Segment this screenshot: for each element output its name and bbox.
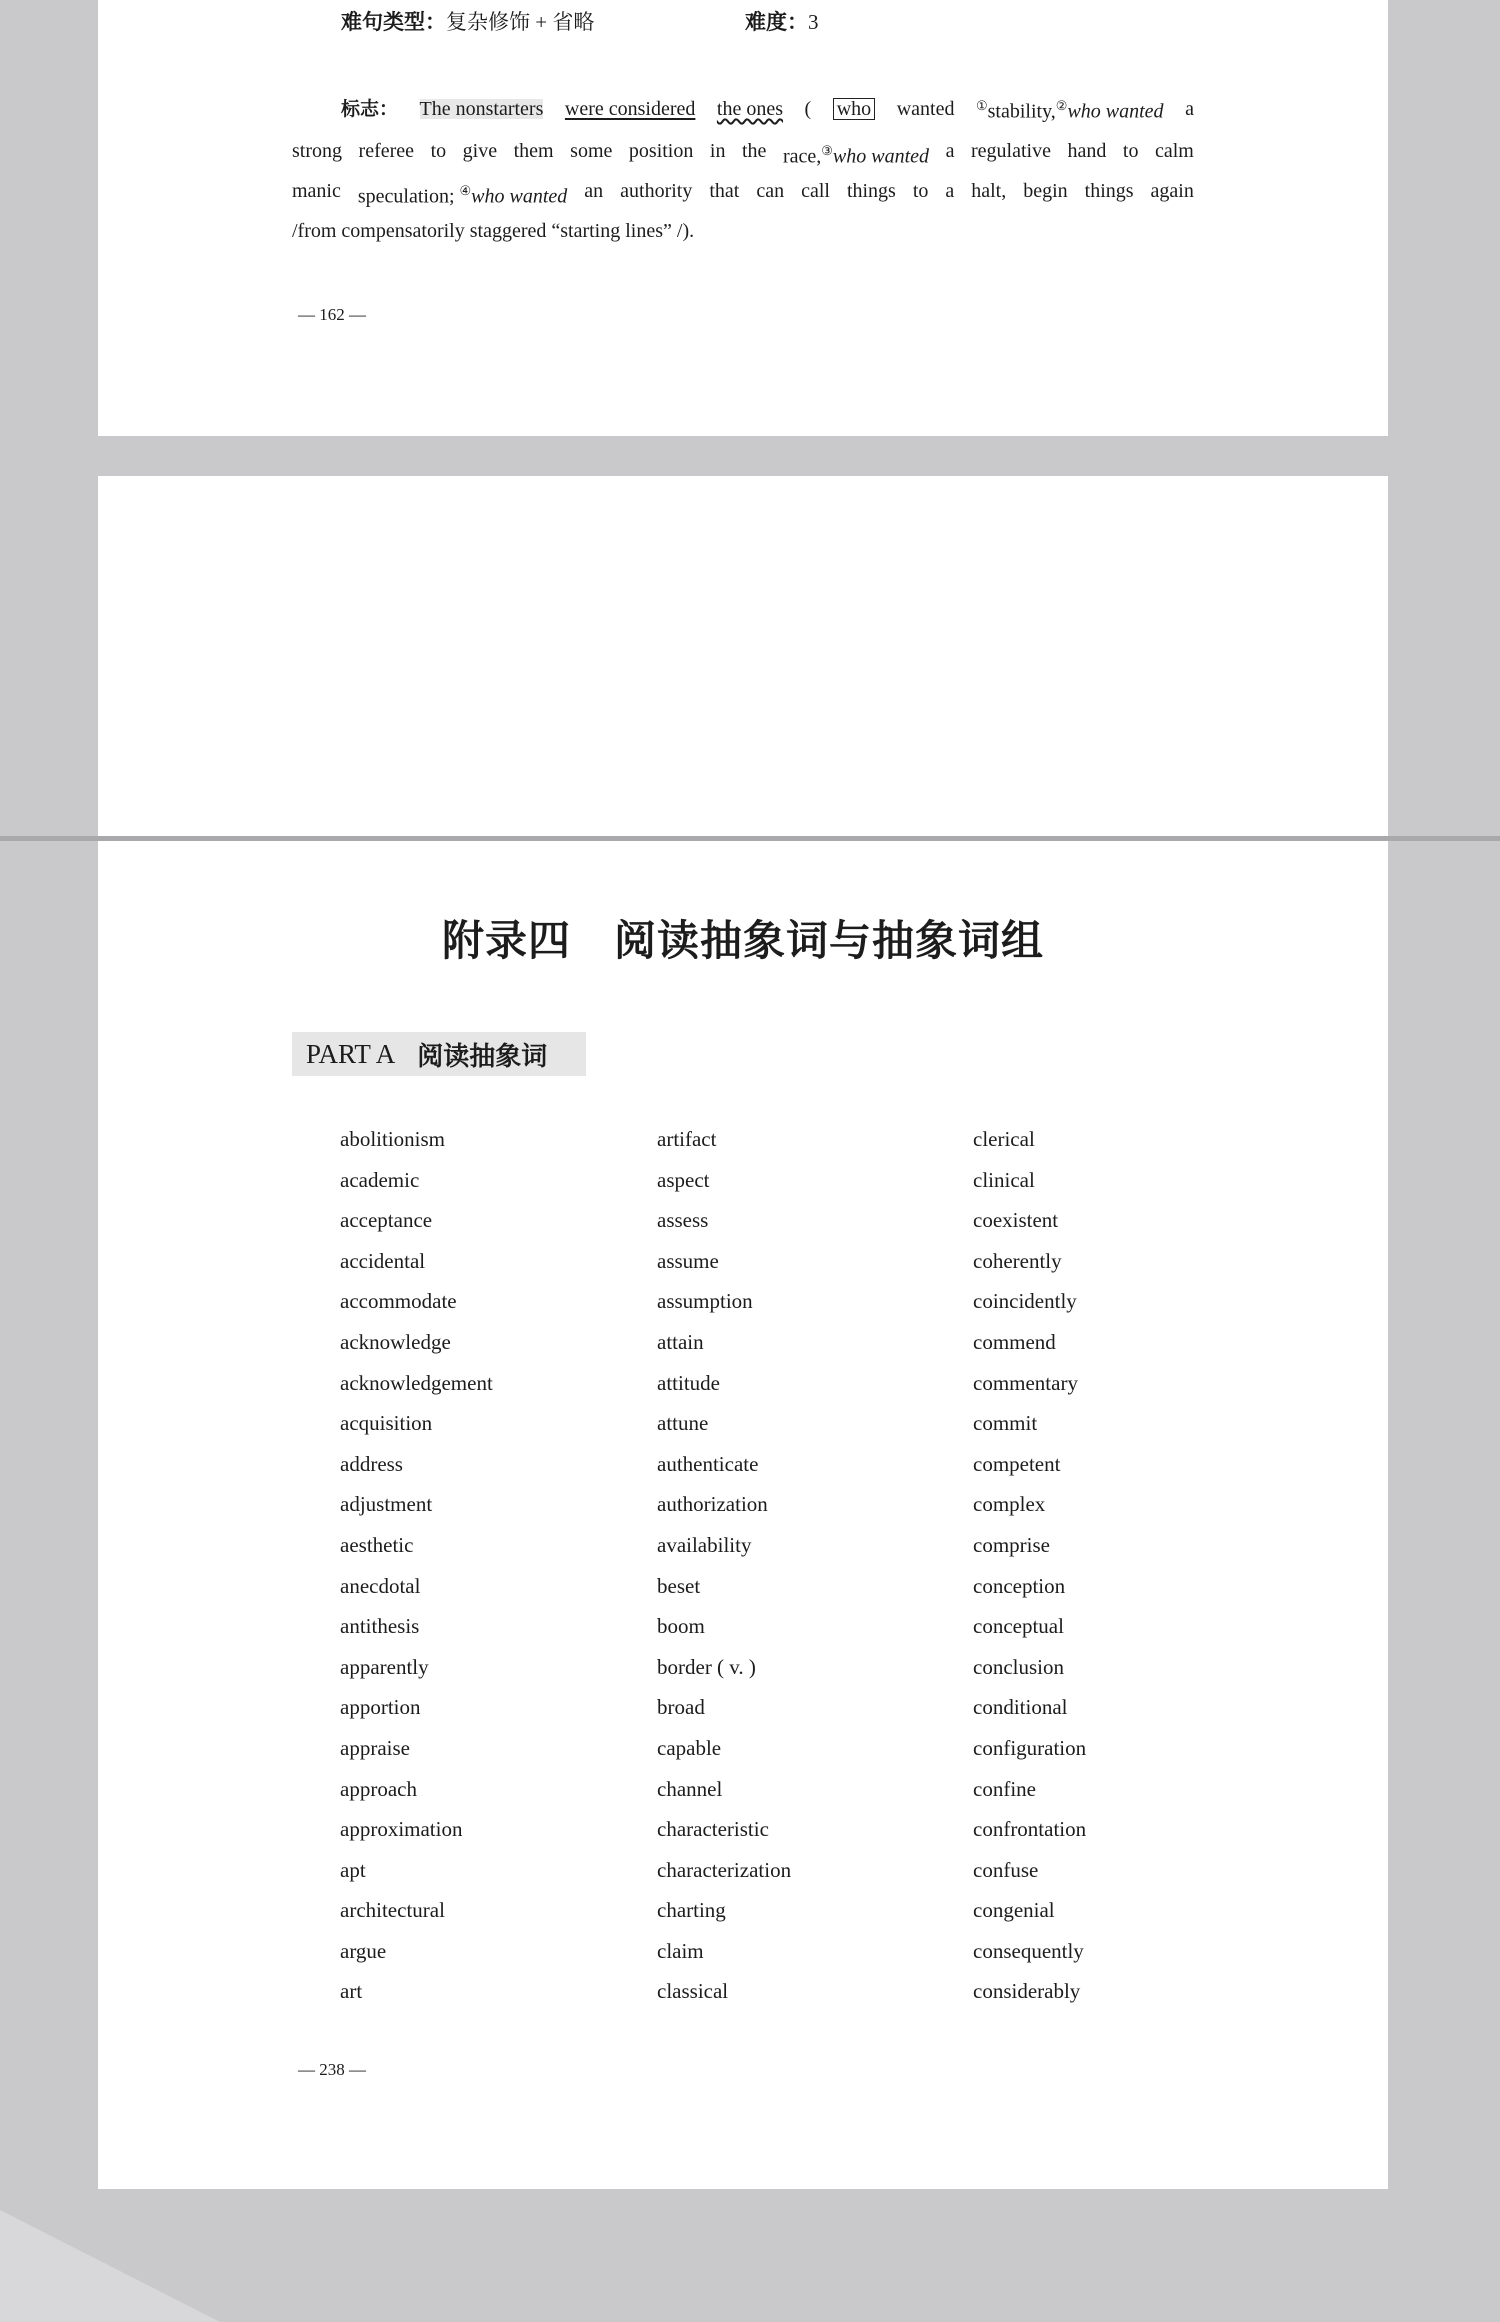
vocab-word: attune <box>657 1411 709 1436</box>
relative-pronoun-box: who <box>833 98 875 120</box>
word: can <box>756 180 785 202</box>
vocab-word: availability <box>657 1532 752 1557</box>
word: in <box>709 140 726 162</box>
vocab-word: channel <box>657 1776 723 1801</box>
paren-open: ( <box>804 97 812 120</box>
word-stability: stability, <box>987 100 1056 123</box>
word: authority <box>620 180 693 202</box>
vocab-word: classical <box>657 1979 729 2004</box>
vocab-word: accommodate <box>340 1289 457 1314</box>
vocab-word: commentary <box>973 1370 1078 1395</box>
vocab-word: conclusion <box>973 1654 1064 1679</box>
vocab-word: acquisition <box>340 1411 433 1436</box>
word: an <box>584 180 604 202</box>
vocab-word: commit <box>973 1411 1038 1436</box>
vocab-word: assume <box>657 1248 719 1273</box>
vocab-word: capable <box>657 1735 722 1760</box>
vocab-word: confuse <box>973 1857 1039 1882</box>
word-column-3 <box>973 1119 1086 2012</box>
ellipsis-who-wanted-3: who wanted <box>832 145 930 168</box>
word: a <box>945 140 955 162</box>
vocab-word: accidental <box>340 1248 426 1273</box>
vocab-word: architectural <box>340 1898 445 1923</box>
page-162 <box>98 0 1388 436</box>
vocab-word: aesthetic <box>340 1532 414 1557</box>
circle-marker-4: ④ <box>459 183 472 198</box>
blank-page <box>98 476 1388 836</box>
vocab-word: abolitionism <box>340 1127 445 1151</box>
vocab-word: conditional <box>973 1695 1068 1720</box>
sentence-line-1 <box>341 96 1194 122</box>
vocab-word: academic <box>340 1167 420 1192</box>
sentence-type <box>341 6 594 36</box>
vocab-word: attitude <box>657 1370 720 1395</box>
vocab-word: characteristic <box>657 1817 769 1842</box>
word: things <box>846 180 896 202</box>
vocab-word: clerical <box>973 1127 1035 1151</box>
sentence-type-value: 复杂修饰 + 省略 <box>446 10 595 34</box>
vocab-word: address <box>340 1451 403 1476</box>
vocab-word: coherently <box>973 1248 1062 1273</box>
word-wanted: wanted <box>896 97 955 120</box>
vocab-word: appraise <box>340 1735 410 1760</box>
vocab-word: broad <box>657 1695 705 1720</box>
vocab-word: clinical <box>973 1167 1035 1192</box>
circle-marker-2: ② <box>1055 98 1068 113</box>
appendix-title: 附录四 阅读抽象词与抽象词组 <box>441 916 1044 965</box>
vocab-word: competent <box>973 1451 1061 1476</box>
vocab-word: approximation <box>340 1817 463 1842</box>
vocab-word: antithesis <box>340 1614 420 1639</box>
difficulty-value: 3 <box>808 10 819 34</box>
word: give <box>462 140 498 162</box>
word: race, <box>782 145 822 168</box>
difficulty-label: 难度： <box>745 10 808 34</box>
vocab-word: apt <box>340 1857 366 1882</box>
sentence-type-label: 难句类型： <box>341 10 446 34</box>
vocab-word: beset <box>657 1573 701 1598</box>
marker-label: 标志： <box>341 97 399 120</box>
vocab-word: apparently <box>340 1654 429 1679</box>
vocab-word: conception <box>973 1573 1066 1598</box>
word: position <box>628 140 694 162</box>
vocab-word: anecdotal <box>340 1573 421 1598</box>
vocab-word: authorization <box>657 1492 768 1517</box>
word: a <box>945 180 955 202</box>
word: halt, <box>971 180 1007 202</box>
word: again <box>1150 180 1194 202</box>
vocab-word: art <box>340 1979 363 2004</box>
vocab-word: configuration <box>973 1735 1087 1760</box>
word: referee <box>358 140 415 162</box>
vocab-word: assumption <box>657 1289 753 1314</box>
vocab-word: approach <box>340 1776 417 1801</box>
object-wavy: the ones <box>716 97 784 120</box>
vocab-word: authenticate <box>657 1451 759 1476</box>
vocab-word: assess <box>657 1208 709 1233</box>
word: the <box>741 140 767 162</box>
vocab-word: congenial <box>973 1898 1055 1923</box>
part-a-header <box>292 1032 586 1076</box>
vocab-word: acknowledgement <box>340 1370 493 1395</box>
word: strong <box>292 140 342 162</box>
vocab-word: acknowledge <box>340 1329 451 1354</box>
circle-marker-1: ① <box>975 98 988 113</box>
word: calm <box>1155 140 1194 162</box>
vocab-word: attain <box>657 1329 704 1354</box>
vocab-word: coexistent <box>973 1208 1059 1233</box>
ellipsis-who-wanted-2: who wanted <box>1067 100 1164 123</box>
word: hand <box>1067 140 1107 162</box>
part-title: 阅读抽象词 <box>417 1041 548 1072</box>
word: to <box>912 180 929 202</box>
vocab-word: consequently <box>973 1938 1084 1963</box>
vocab-word: confine <box>973 1776 1036 1801</box>
vocab-word: adjustment <box>340 1492 433 1517</box>
vocab-word: artifact <box>657 1127 717 1151</box>
word: to <box>1122 140 1139 162</box>
word-a: a <box>1185 97 1194 120</box>
subject-highlight: The nonstarters <box>419 97 544 120</box>
word: call <box>801 180 830 202</box>
part-label: PART A <box>306 1038 396 1069</box>
vocab-word: acceptance <box>340 1208 433 1233</box>
word: them <box>513 140 554 162</box>
word: regulative <box>970 140 1051 162</box>
difficulty <box>745 6 819 36</box>
word: manic <box>292 180 341 202</box>
vocab-word: comprise <box>973 1532 1050 1557</box>
vocab-word: coincidently <box>973 1289 1077 1314</box>
vocab-word: commend <box>973 1329 1056 1354</box>
vocab-word: claim <box>657 1938 704 1963</box>
vocab-word: characterization <box>657 1857 792 1882</box>
sentence-line-2 <box>292 141 1194 167</box>
vocab-word: charting <box>657 1898 726 1923</box>
vocab-word: apportion <box>340 1695 421 1720</box>
word: things <box>1084 180 1134 202</box>
vocab-word: conceptual <box>973 1614 1064 1639</box>
word: speculation; <box>357 185 455 208</box>
vocab-word: considerably <box>973 1979 1081 2004</box>
page-number-238: — 238 — <box>298 2060 366 2079</box>
sentence-line-3 <box>292 181 1194 207</box>
word-column-1 <box>340 1119 493 2012</box>
word-column-2 <box>657 1119 791 2012</box>
word: begin <box>1023 180 1068 202</box>
word: some <box>570 140 613 162</box>
background-corner-shape <box>0 2180 500 2322</box>
vocab-word: boom <box>657 1614 705 1639</box>
page-number-162: — 162 — <box>298 305 366 324</box>
speculation-group <box>358 181 567 207</box>
sentence-line-4: /from compensatorily staggered “starting lines” /). <box>292 220 695 242</box>
ellipsis-who-wanted-4: who wanted <box>471 185 568 208</box>
race-group <box>783 141 929 167</box>
circle-marker-3: ③ <box>821 143 833 158</box>
stability-group <box>976 96 1164 122</box>
vocab-word: complex <box>973 1492 1046 1517</box>
vocab-word: border ( v. ) <box>657 1654 756 1679</box>
vocab-word: aspect <box>657 1167 710 1192</box>
predicate-underline: were considered <box>564 97 696 120</box>
vocab-word: argue <box>340 1938 387 1963</box>
word: to <box>430 140 447 162</box>
vocab-word: confrontation <box>973 1817 1087 1842</box>
word: that <box>709 180 740 202</box>
